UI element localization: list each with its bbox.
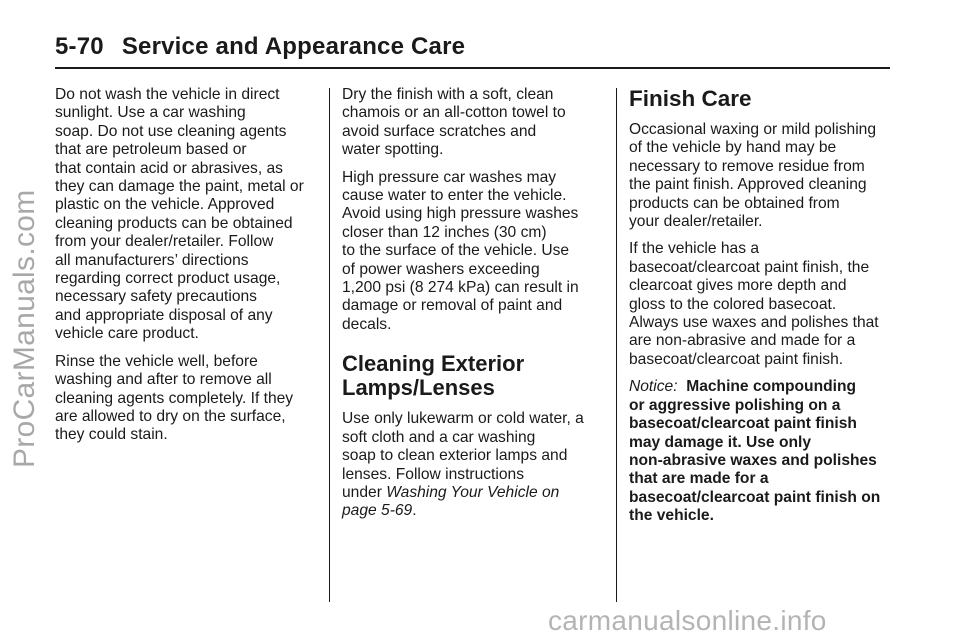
- notice-label: Notice:: [629, 378, 678, 396]
- notice-first-line: Machine compounding: [686, 378, 857, 396]
- lamps-heading-line-2: Lamps/Lenses: [342, 375, 495, 401]
- column-1: [55, 86, 321, 454]
- period: .: [412, 502, 417, 520]
- page-header: [55, 33, 465, 61]
- column-2: [342, 86, 602, 530]
- drying-paragraph: Dry the finish with a soft, clean chamois or an all-cotton towel to avoid surface scratches and water spotting.: [342, 86, 566, 159]
- footer-watermark: carmanualsonline.info: [548, 605, 827, 636]
- column-divider-1: [329, 88, 330, 602]
- page-number: 5-70: [55, 33, 104, 60]
- finish-care-heading: Finish Care: [629, 86, 752, 111]
- column-3: [629, 86, 895, 535]
- rinse-paragraph: Rinse the vehicle well, before washing and after to remove all cleaning agents completely. If they are allowed to dry on the surface, they could stain.: [55, 352, 294, 444]
- side-watermark: ProCarManuals.com: [8, 189, 41, 468]
- waxing-paragraph: Occasional waxing or mild polishing of the vehicle by hand may be necessary to remove residue from the paint finish. Approved cleaning products can be obtained from your dealer/retailer.: [629, 121, 877, 231]
- basecoat-paragraph: If the vehicle has a basecoat/clearcoat paint finish, the clearcoat gives more depth and gloss to the colored basecoat. Always use waxes and polishes that are non-abrasive and made for a basecoat/clearcoat paint finish.: [629, 240, 879, 368]
- lamps-paragraph: [342, 410, 602, 520]
- lamps-paragraph-lines: Use only lukewarm or cold water, a soft cloth and a car washing soap to clean exterior lamps and lenses. Follow instructions: [342, 410, 584, 483]
- column-divider-2: [616, 88, 617, 602]
- pressure-wash-paragraph: High pressure car washes may cause water to enter the vehicle. Avoid using high pressure washes closer than 12 inches (30 cm) to the surface of the vehicle. Use of power washers exceeding 1,200 psi (8 274 kPa) can result in damage or removal of paint and decals.: [342, 168, 579, 333]
- notice-paragraph: [629, 378, 895, 525]
- under-text: under: [342, 483, 387, 501]
- washing-reference-line-1: Washing Your Vehicle on: [386, 483, 560, 501]
- section-title: Service and Appearance Care: [121, 33, 466, 60]
- header-rule: [55, 67, 890, 69]
- lamps-heading: [342, 352, 602, 400]
- lamps-heading-line-1: Cleaning Exterior: [342, 351, 525, 377]
- notice-lines: or aggressive polishing on a basecoat/clearcoat paint finish may damage it. Use only non-abrasive waxes and polishes that are made for a basecoat/clearcoat paint finish on the vehicle.: [629, 396, 881, 525]
- washing-paragraph: Do not wash the vehicle in direct sunlight. Use a car washing soap. Do not use cleaning agents that are petroleum based or that contain acid or abrasives, as they can damage the paint, metal or plastic on the vehicle. Approved cleaning products can be obtained from your dealer/retailer. Follow all manufacturers’ directions regarding correct product usage, necessary safety precautions and appropriate disposal of any vehicle care product.: [55, 86, 304, 343]
- washing-reference-line-2: page 5-69: [342, 502, 413, 520]
